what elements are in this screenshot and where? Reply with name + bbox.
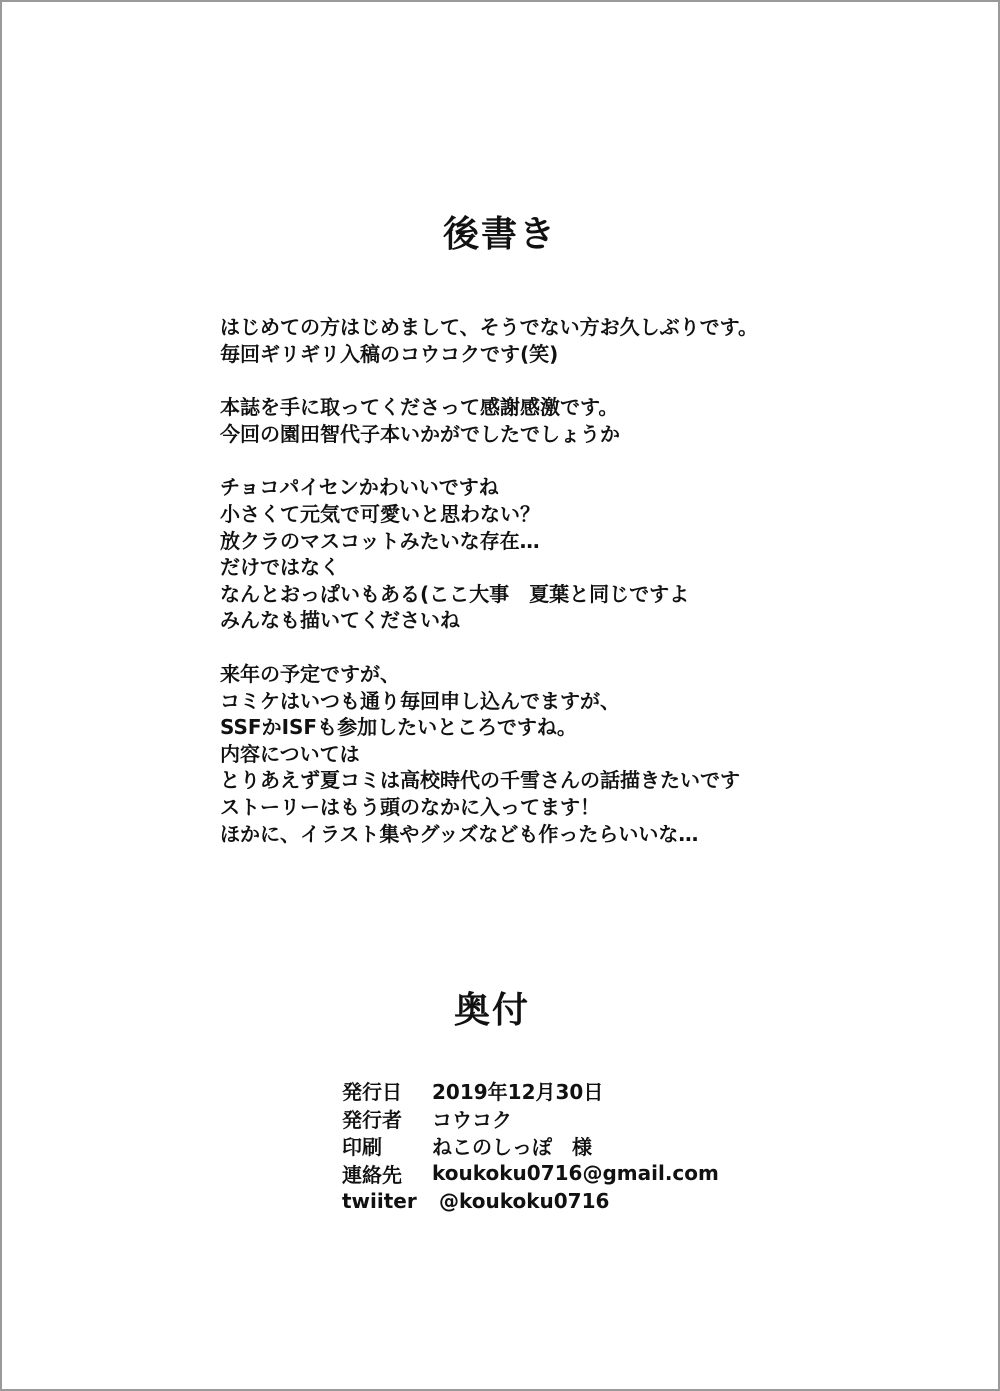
afterword-title: 後書き bbox=[442, 214, 557, 255]
colophon-key: twiiter bbox=[342, 1188, 417, 1213]
colophon-row-publisher bbox=[342, 1105, 719, 1133]
afterword-body bbox=[220, 314, 860, 847]
colophon-key: 連絡先 bbox=[342, 1162, 402, 1187]
text-line: 毎回ギリギリ入稿のコウコクです(笑) bbox=[220, 341, 559, 366]
colophon-value: コウコク bbox=[432, 1107, 512, 1132]
colophon-row-contact bbox=[342, 1160, 719, 1188]
text-line: みんなも描いてくださいね bbox=[220, 608, 460, 633]
text-line: だけではなく bbox=[220, 555, 340, 580]
text-line: 内容については bbox=[220, 741, 360, 766]
text-line: なんとおっぱいもある(ここ大事 夏葉と同じですよ bbox=[220, 581, 690, 606]
colophon-row-twitter bbox=[342, 1187, 719, 1215]
paragraph-2 bbox=[220, 394, 860, 447]
text-line: 来年の予定ですが、 bbox=[220, 661, 400, 686]
text-line: ストーリーはもう頭のなかに入ってます！ bbox=[220, 794, 600, 819]
colophon-value: 2019年12月30日 bbox=[432, 1080, 604, 1105]
colophon-key: 発行日 bbox=[342, 1080, 402, 1105]
text-line: SSFかISFも参加したいところですね。 bbox=[220, 715, 577, 740]
colophon-row-printer bbox=[342, 1132, 719, 1160]
paragraph-3 bbox=[220, 474, 860, 634]
colophon-key: 発行者 bbox=[342, 1107, 402, 1132]
colophon-row-date bbox=[342, 1077, 719, 1105]
text-line: 今回の園田智代子本いかがでしたでしょうか bbox=[220, 421, 620, 446]
contact-email: koukoku0716@gmail.com bbox=[432, 1161, 719, 1186]
text-line: 小さくて元気で可愛いと思わない？ bbox=[220, 501, 540, 526]
twitter-handle: @koukoku0716 bbox=[432, 1188, 610, 1213]
paragraph-1 bbox=[220, 314, 860, 367]
colophon-value: ねこのしっぽ 様 bbox=[432, 1135, 592, 1160]
text-line: 本誌を手に取ってくださって感謝感激です。 bbox=[220, 395, 619, 420]
text-line: とりあえず夏コミは高校時代の千雪さんの話描きたいです bbox=[220, 768, 740, 793]
colophon-key: 印刷 bbox=[342, 1135, 382, 1160]
text-line: チョコパイセンかわいいですね bbox=[220, 475, 499, 500]
text-line: コミケはいつも通り毎回申し込んでますが、 bbox=[220, 688, 620, 713]
text-line: ほかに、イラスト集やグッズなども作ったらいいな… bbox=[220, 821, 699, 846]
text-line: 放クラのマスコットみたいな存在… bbox=[220, 528, 540, 553]
text-line: はじめての方はじめまして、そうでない方お久しぶりです。 bbox=[220, 315, 758, 339]
colophon-title: 奥付 bbox=[453, 990, 530, 1031]
paragraph-4 bbox=[220, 661, 860, 847]
colophon-table bbox=[342, 1077, 719, 1215]
